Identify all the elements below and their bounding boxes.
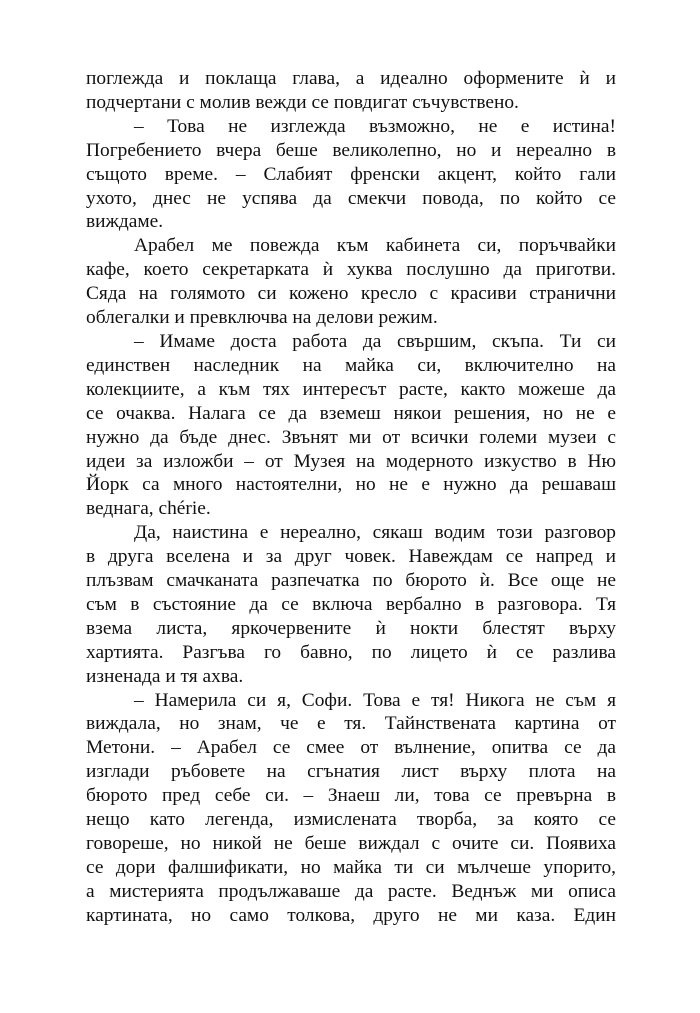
text-line: идеи за изложби – от Музея на модерното изкуство в Ню: [86, 450, 616, 472]
text-line: същото време. – Слабият френски акцент, който гали: [86, 163, 616, 185]
text-line: Да, наистина е нереално, сякаш водим този разговор: [134, 522, 616, 544]
text-line: – Имаме доста работа да свършим, скъпа. Ти си: [134, 330, 616, 352]
text-line: в друга вселена и за друг човек. Навеждам се напред и: [86, 546, 616, 568]
text-line: Йорк са много настоятелни, но не е нужно да решаваш: [86, 474, 616, 496]
text-line: ухото, днес не успява да смекчи повода, по който се: [86, 187, 616, 209]
text-line: виждала, но знам, че е тя. Тайнствената картина от: [86, 713, 616, 735]
text-line: Погребението вчера беше великолепно, но и нереално в: [86, 139, 616, 161]
text-line: се очаква. Налага се да вземеш някои решения, но не е: [86, 402, 616, 424]
text-line: плъзвам смачканата разпечатка по бюрото ѝ. Все още не: [86, 570, 616, 592]
text-line: кафе, което секретарката ѝ хуква послушно да приготви.: [86, 259, 616, 281]
text-line: изглади ръбовете на сгънатия лист върху плота на: [86, 761, 616, 783]
text-line: Сяда на голямото си кожено кресло с красиви странични: [86, 283, 616, 305]
text-line: подчертани с молив вежди се повдигат съчувствено.: [86, 91, 519, 113]
text-line: нещо като легенда, измислената творба, за която се: [86, 809, 616, 831]
text-line: нужно да бъде днес. Звънят ми от всички големи музеи с: [86, 426, 616, 448]
text-line: бюрото пред себе си. – Знаеш ли, това се превърна в: [86, 785, 616, 807]
text-line: облегалки и превключва на делови режим.: [86, 307, 438, 329]
text-line: виждаме.: [86, 211, 164, 233]
text-line: а мистерията продължаваше да расте. Веднъж ми описа: [86, 880, 616, 902]
text-line: – Намерила си я, Софи. Това е тя! Никога не съм я: [134, 689, 616, 711]
text-line: хартията. Разгъва го бавно, по лицето ѝ се разлива: [86, 641, 616, 663]
text-line: Арабел ме повежда към кабинета си, поръчвайки: [134, 235, 616, 257]
text-line: говореше, но никой не беше виждал с очите си. Появиха: [86, 833, 616, 854]
text-line: се дори фалшификати, но майка ти си мълчеше упорито,: [86, 856, 616, 878]
text-line: колекциите, а към тях интересът расте, както можеше да: [86, 378, 616, 400]
text-line: взема листа, яркочервените ѝ нокти блестят върху: [86, 617, 616, 639]
text-line: Метони. – Арабел се смее от вълнение, опитва се да: [86, 737, 616, 759]
text-line: съм в състояние да се включа вербално в разговора. Тя: [86, 593, 616, 615]
text-line: изненада и тя ахва.: [86, 665, 244, 687]
book-page-text: [86, 67, 616, 928]
text-line: поглежда и поклаща глава, а идеално оформените ѝ и: [86, 68, 616, 89]
text-line: – Това не изглежда възможно, не е истина!: [134, 115, 616, 137]
text-line: единствен наследник на майка си, включително на: [86, 354, 616, 376]
text-line: картината, но само толкова, друго не ми каза. Един: [86, 904, 616, 926]
text-line: веднага, chérie.: [86, 498, 211, 520]
